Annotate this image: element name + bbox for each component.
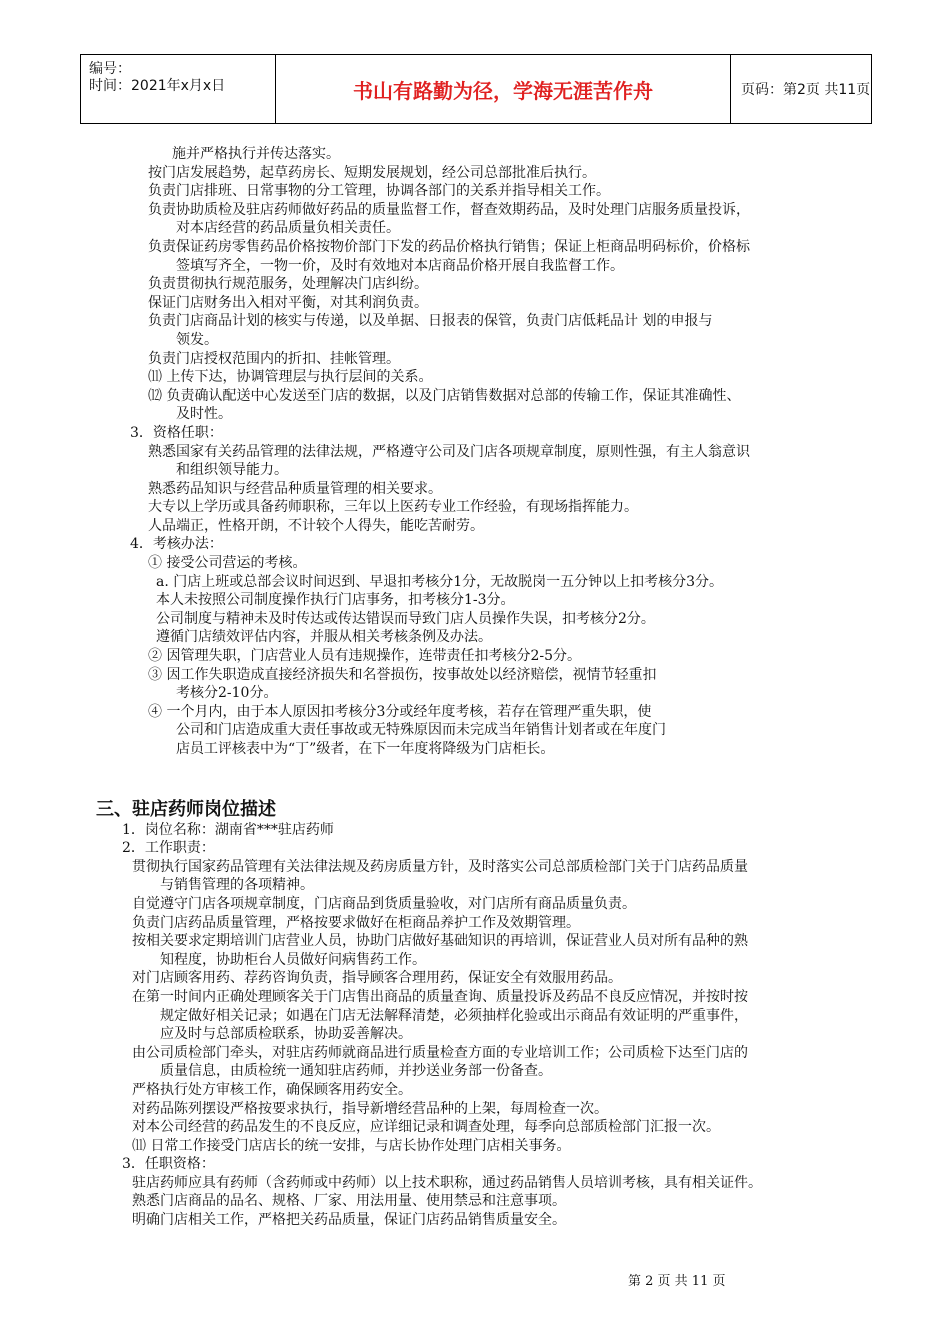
text-line: 对本公司经营的药品发生的不良反应，应详细记录和调查处理，每季向总部质检部门汇报一次。 [132,1119,720,1136]
text-line: 熟悉门店商品的品名、规格、厂家、用法用量、使用禁忌和注意事项。 [132,1193,566,1210]
text-line: 按门店发展趋势，起草药房长、短期发展规划，经公司总部批准后执行。 [148,164,596,181]
text-line: 熟悉国家有关药品管理的法律法规，严格遵守公司及门店各项规章制度，原则性强，有主人翁意识 [148,443,750,460]
position-name-line: 1．岗位名称：湖南省***驻店药师 [122,821,334,838]
header-motto: 书山有路勤为径，学海无涯苦作舟 [276,55,731,123]
text-line: 由公司质检部门牵头，对驻店药师就商品进行质量检查方面的专业培训工作；公司质检下达至门店的 [132,1044,748,1061]
page-header [80,54,872,124]
text-line: 考核分2-10分。 [176,685,278,702]
text-line: ② 因管理失职，门店营业人员有违规操作，连带责任扣考核分2-5分。 [148,648,581,665]
text-line: 严格执行处方审核工作，确保顾客用药安全。 [132,1081,412,1098]
text-line: 负责保证药房零售药品价格按物价部门下发的药品价格执行销售；保证上柜商品明码标价，价格标 [148,238,750,255]
text-line: 人品端正，性格开朗，不计较个人得失，能吃苦耐劳。 [148,517,484,534]
text-line: ⑾ 日常工作接受门店店长的统一安排，与店长协作处理门店相关事务。 [132,1137,571,1154]
document-body [0,145,950,1230]
text-line: 驻店药师应具有药师（含药师或中药师）以上技术职称，通过药品销售人员培训考核，具有相关证件。 [132,1174,762,1191]
text-line: 明确门店相关工作，严格把关药品质量，保证门店药品销售质量安全。 [132,1212,566,1229]
text-line: 负责贯彻执行规范服务，处理解决门店纠纷。 [148,276,428,293]
text-line: 负责门店药品质量管理，严格按要求做好在柜商品养护工作及效期管理。 [132,914,580,931]
text-line: 贯彻执行国家药品管理有关法律法规及药房质量方针，及时落实公司总部质检部门关于门店药品质量 [132,858,748,875]
document-time-label: 时间：2021年x月x日 [89,78,226,94]
text-line: a. 门店上班或总部会议时间迟到、早退扣考核分1分，无故脱岗一五分钟以上扣考核分3分。 [156,573,724,590]
qualifications-title: 3．资格任职： [130,424,223,441]
text-line: 质量信息，由质检统一通知驻店药师，并抄送业务部一份备查。 [160,1063,552,1080]
text-line: 与销售管理的各项精神。 [160,877,314,894]
document-number-label: 编号： [89,61,131,77]
text-line: 负责门店授权范围内的折扣、挂帐管理。 [148,350,400,367]
text-line: 大专以上学历或具备药师职称，三年以上医药专业工作经验，有现场指挥能力。 [148,499,638,516]
text-line: 对本店经营的药品质量负相关责任。 [176,220,400,237]
assessment-title: 4．考核办法： [130,536,223,553]
text-line: ④ 一个月内，由于本人原因扣考核分3分或经年度考核，若存在管理严重失职，使 [148,703,652,720]
duties-title: 2．工作职责： [122,840,215,857]
text-line: 对药品陈列摆设严格按要求执行，指导新增经营品种的上架，每周检查一次。 [132,1100,608,1117]
text-line: 对门店顾客用药、荐药咨询负责，指导顾客合理用药，保证安全有效服用药品。 [132,970,622,987]
text-line: ③ 因工作失职造成直接经济损失和名誉损伤，按事故处以经济赔偿，视情节轻重扣 [148,666,657,683]
text-line: 负责协助质检及驻店药师做好药品的质量监督工作，督查效期药品，及时处理门店服务质量投诉， [148,201,750,218]
text-line: 领发。 [176,331,218,348]
text-line: ① 接受公司营运的考核。 [148,555,307,572]
page-footer: 第 2 页 共 11 页 [628,1274,726,1289]
text-line: 应及时与总部质检联系，协助妥善解决。 [160,1026,412,1043]
text-line: 公司和门店造成重大责任事故或无特殊原因而未完成当年销售计划者或在年度门 [176,722,666,739]
text-line: 自觉遵守门店各项规章制度，门店商品到货质量验收，对门店所有商品质量负责。 [132,895,636,912]
text-line: 按相关要求定期培训门店营业人员，协助门店做好基础知识的再培训，保证营业人员对所有品种的熟 [132,933,748,950]
text-line: 遵循门店绩效评估内容，并服从相关考核条例及办法。 [156,629,492,646]
text-line: 负责门店商品计划的核实与传递，以及单据、日报表的保管，负责门店低耗品计 划的申报与 [148,313,713,330]
text-line: 店员工评核表中为“丁”级者，在下一年度将降级为门店柜长。 [176,741,555,757]
text-line: 规定做好相关记录；如遇在门店无法解释清楚，必须抽样化验或出示商品有效证明的严重事件， [160,1007,748,1024]
text-line: ⑾ 上传下达，协调管理层与执行层间的关系。 [148,369,433,386]
text-line: 及时性。 [176,406,232,423]
text-line: 施并严格执行并传达落实。 [172,146,340,162]
text-line: ⑿ 负责确认配送中心发送至门店的数据，以及门店销售数据对总部的传输工作，保证其准确性、 [148,387,741,404]
text-line: 知程度，协助柜台人员做好问病售药工作。 [160,951,426,968]
requirements-title: 3．任职资格： [122,1156,215,1173]
header-page-info: 页码：第2页 共11页 [741,82,871,98]
text-line: 和组织领导能力。 [176,462,288,479]
text-line: 保证门店财务出入相对平衡，对其利润负责。 [148,294,428,311]
text-line: 签填写齐全，一物一价，及时有效地对本店商品价格开展自我监督工作。 [176,257,624,274]
header-left-cell [81,55,276,123]
text-line: 熟悉药品知识与经营品种质量管理的相关要求。 [148,480,442,497]
text-line: 公司制度与精神未及时传达或传达错误而导致门店人员操作失误，扣考核分2分。 [156,610,655,627]
text-line: 本人未按照公司制度操作执行门店事务，扣考核分1-3分。 [156,592,515,609]
section-title: 三、驻店药师岗位描述 [96,798,276,820]
text-line: 负责门店排班、日常事物的分工管理，协调各部门的关系并指导相关工作。 [148,183,610,200]
text-line: 在第一时间内正确处理顾客关于门店售出商品的质量查询、质量投诉及药品不良反应情况，并按时按 [132,988,748,1005]
